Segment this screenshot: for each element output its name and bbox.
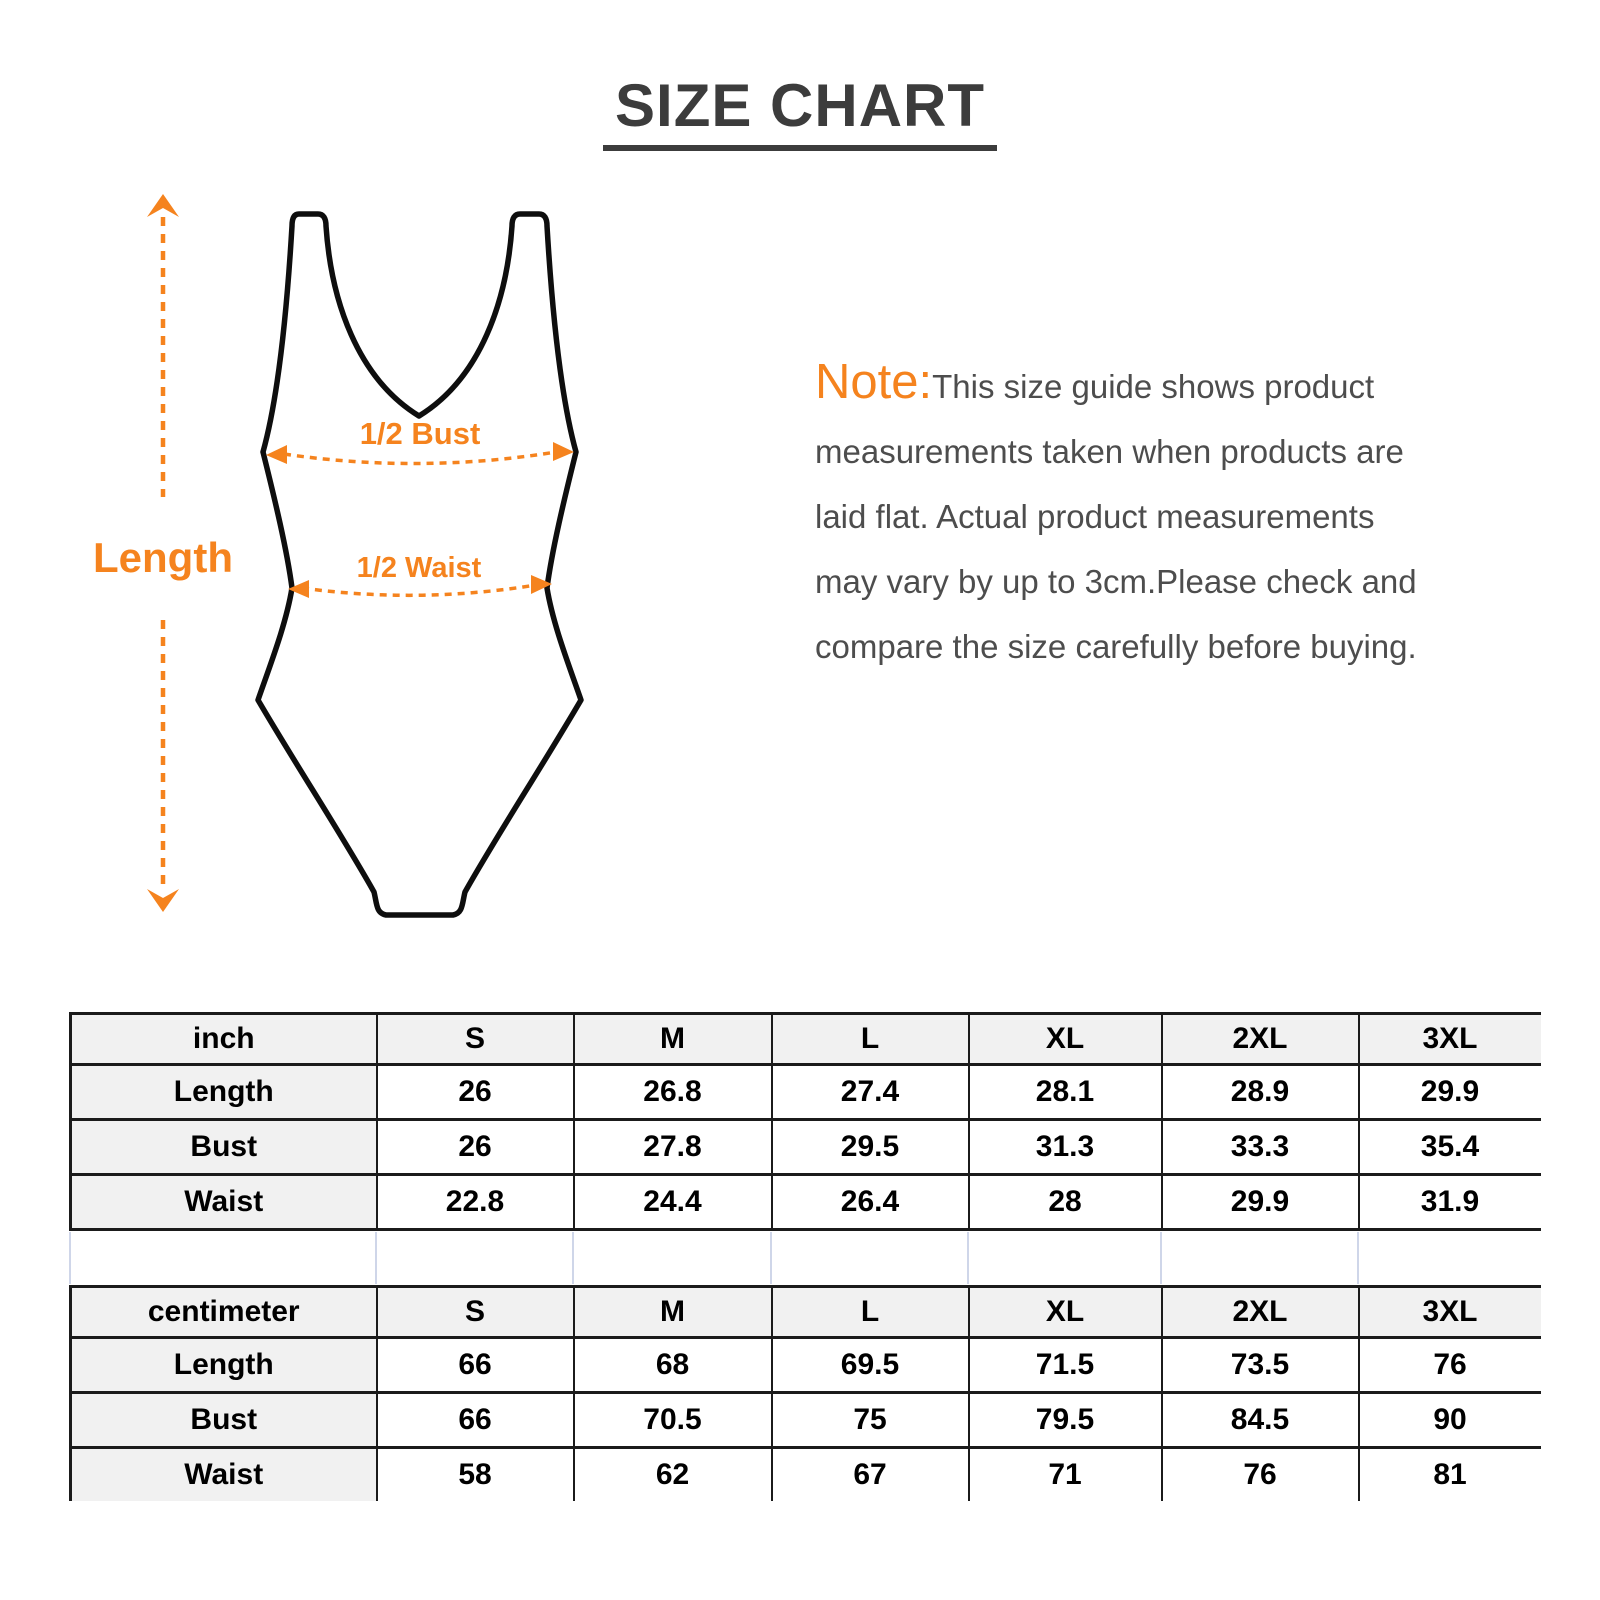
value-cell: 66 — [377, 1393, 574, 1448]
note-line: measurements taken when products are — [815, 433, 1404, 470]
size-header-cell: M — [574, 1287, 772, 1338]
value-cell: 66 — [377, 1338, 574, 1393]
size-header-cell: 3XL — [1359, 1014, 1541, 1065]
arrow-down-icon — [147, 889, 179, 912]
value-cell: 58 — [377, 1448, 574, 1502]
value-cell: 62 — [574, 1448, 772, 1502]
gap-divider-line — [69, 1232, 71, 1284]
unit-header-cell: inch — [71, 1014, 377, 1065]
value-cell: 33.3 — [1162, 1120, 1359, 1175]
waist-label: 1/2 Waist — [356, 552, 482, 584]
note-line — [815, 350, 1535, 419]
value-cell: 31.3 — [969, 1120, 1162, 1175]
swimsuit-measurement-diagram — [40, 170, 620, 960]
unit-header-cell: centimeter — [71, 1287, 377, 1338]
page-title: SIZE CHART — [603, 76, 997, 151]
value-cell: 26.8 — [574, 1065, 772, 1120]
value-cell: 28.9 — [1162, 1065, 1359, 1120]
table-row — [71, 1448, 1541, 1502]
value-cell: 84.5 — [1162, 1393, 1359, 1448]
size-header-cell: L — [772, 1287, 969, 1338]
note-line: compare the size carefully before buying. — [815, 628, 1417, 665]
size-header-cell: S — [377, 1014, 574, 1065]
row-label-cell: Waist — [71, 1448, 377, 1502]
size-header-cell: S — [377, 1287, 574, 1338]
note-line: may vary by up to 3cm.Please check and — [815, 563, 1417, 600]
value-cell: 81 — [1359, 1448, 1541, 1502]
size-header-cell: 3XL — [1359, 1287, 1541, 1338]
size-tables — [69, 1012, 1539, 1501]
value-cell: 73.5 — [1162, 1338, 1359, 1393]
table-row — [71, 1014, 1541, 1065]
value-cell: 35.4 — [1359, 1120, 1541, 1175]
value-cell: 76 — [1359, 1338, 1541, 1393]
gap-divider-line — [375, 1232, 377, 1284]
row-label-cell: Length — [71, 1065, 377, 1120]
value-cell: 76 — [1162, 1448, 1359, 1502]
value-cell: 67 — [772, 1448, 969, 1502]
size-header-cell: XL — [969, 1014, 1162, 1065]
value-cell: 27.4 — [772, 1065, 969, 1120]
table-row — [71, 1338, 1541, 1393]
value-cell: 90 — [1359, 1393, 1541, 1448]
value-cell: 71 — [969, 1448, 1162, 1502]
note-line: laid flat. Actual product measurements — [815, 498, 1375, 535]
size-table-inch — [69, 1012, 1541, 1231]
value-cell: 26.4 — [772, 1175, 969, 1230]
row-label-cell: Bust — [71, 1393, 377, 1448]
size-header-cell: M — [574, 1014, 772, 1065]
value-cell: 27.8 — [574, 1120, 772, 1175]
gap-divider-line — [572, 1232, 574, 1284]
table-gap — [69, 1231, 1539, 1285]
value-cell: 79.5 — [969, 1393, 1162, 1448]
note-prefix: Note: — [815, 355, 933, 409]
size-table-centimeter — [69, 1285, 1541, 1501]
size-header-cell: XL — [969, 1287, 1162, 1338]
gap-divider-line — [1160, 1232, 1162, 1284]
value-cell: 26 — [377, 1120, 574, 1175]
gap-divider-line — [770, 1232, 772, 1284]
value-cell: 29.5 — [772, 1120, 969, 1175]
gap-divider-line — [1357, 1232, 1359, 1284]
table-row — [71, 1065, 1541, 1120]
row-label-cell: Waist — [71, 1175, 377, 1230]
value-cell: 68 — [574, 1338, 772, 1393]
note-line-text: This size guide shows product — [932, 368, 1375, 405]
table-row — [71, 1120, 1541, 1175]
value-cell: 71.5 — [969, 1338, 1162, 1393]
table-row — [71, 1175, 1541, 1230]
table-row — [71, 1287, 1541, 1338]
value-cell: 75 — [772, 1393, 969, 1448]
value-cell: 26 — [377, 1065, 574, 1120]
value-cell: 29.9 — [1162, 1175, 1359, 1230]
value-cell: 28.1 — [969, 1065, 1162, 1120]
value-cell: 69.5 — [772, 1338, 969, 1393]
value-cell: 29.9 — [1359, 1065, 1541, 1120]
value-cell: 22.8 — [377, 1175, 574, 1230]
size-header-cell: 2XL — [1162, 1014, 1359, 1065]
bust-label: 1/2 Bust — [359, 416, 481, 451]
table-row — [71, 1393, 1541, 1448]
title-row — [0, 72, 1600, 151]
value-cell: 28 — [969, 1175, 1162, 1230]
size-header-cell: L — [772, 1014, 969, 1065]
value-cell: 31.9 — [1359, 1175, 1541, 1230]
gap-divider-line — [967, 1232, 969, 1284]
size-header-cell: 2XL — [1162, 1287, 1359, 1338]
note-text — [815, 350, 1535, 679]
length-label: Length — [93, 534, 233, 581]
value-cell: 70.5 — [574, 1393, 772, 1448]
row-label-cell: Length — [71, 1338, 377, 1393]
arrow-up-icon — [147, 194, 179, 217]
row-label-cell: Bust — [71, 1120, 377, 1175]
value-cell: 24.4 — [574, 1175, 772, 1230]
